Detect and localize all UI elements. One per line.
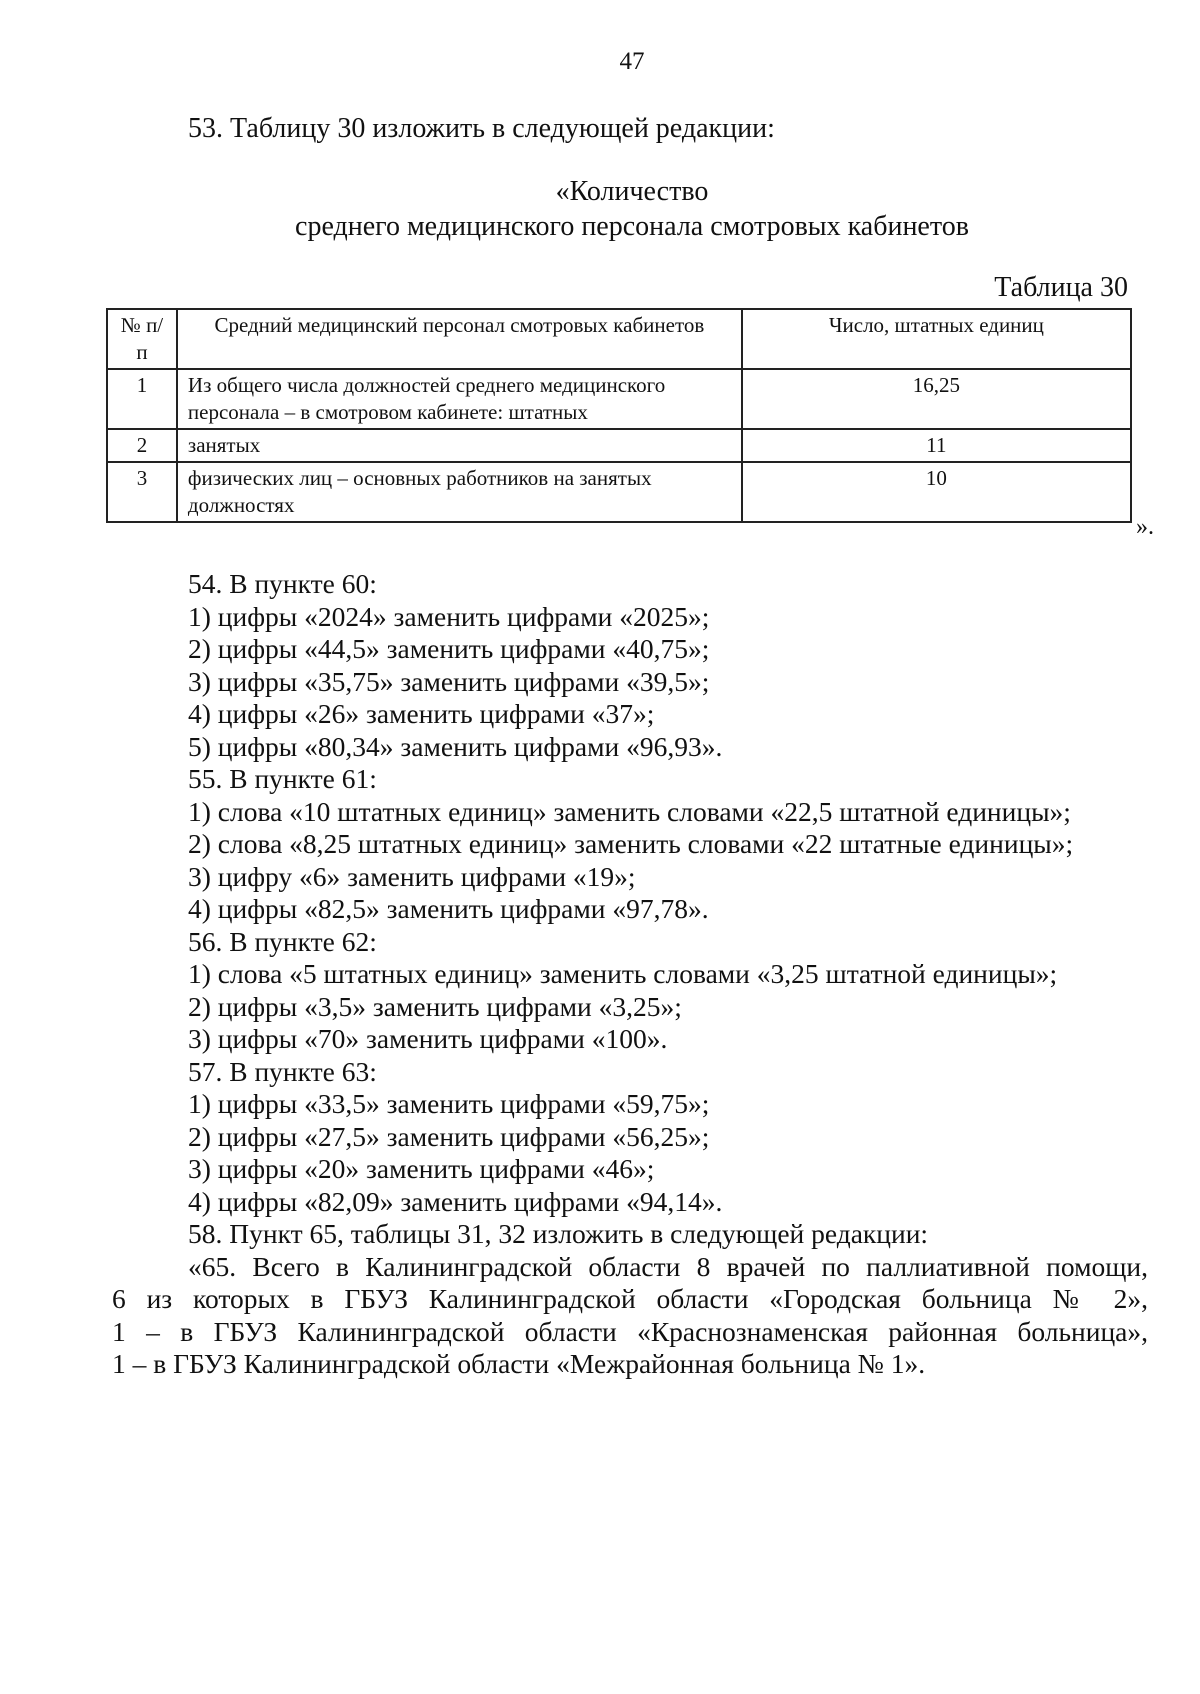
table-row — [107, 429, 1131, 462]
item-53-heading: 53. Таблицу 30 изложить в следующей редакции: — [188, 113, 775, 144]
row-num: 1 — [107, 369, 177, 429]
paragraph-65-line-1: «65. Всего в Калининградской области 8 врачей по паллиативной помощи, — [188, 1250, 1148, 1282]
text-line: 2) слова «8,25 штатных единиц» заменить словами «22 штатные единицы»; — [188, 828, 1074, 859]
table-row — [107, 462, 1131, 522]
text-line: 56. В пункте 62: — [188, 925, 377, 957]
amendments-body — [112, 568, 1148, 1381]
header-num: № п/п — [107, 309, 177, 369]
row-num: 2 — [107, 429, 177, 462]
text-line: 3) цифру «6» заменить цифрами «19»; — [188, 860, 636, 892]
text-line: 58. Пункт 65, таблицы 31, 32 изложить в следующей редакции: — [188, 1218, 929, 1249]
text-line: 4) цифры «82,5» заменить цифрами «97,78». — [188, 893, 709, 924]
text-line: 2) цифры «3,5» заменить цифрами «3,25»; — [188, 990, 682, 1022]
text-line: 4) цифры «26» заменить цифрами «37»; — [188, 698, 655, 729]
paragraph-65-line-2: 6 из которых в ГБУЗ Калининградской области «Городская больница № 2», — [112, 1283, 1148, 1314]
paragraph-65-line-4: 1 – в ГБУЗ Калининградской области «Межрайонная больница № 1». — [112, 1348, 926, 1379]
row-count: 11 — [742, 429, 1131, 462]
text-line: 1) цифры «33,5» заменить цифрами «59,75»; — [188, 1088, 710, 1119]
row-count: 10 — [742, 462, 1131, 522]
header-staff: Средний медицинский персонал смотровых кабинетов — [177, 309, 742, 369]
header-count: Число, штатных единиц — [742, 309, 1131, 369]
staff-table — [106, 308, 1132, 523]
table-title-line-1: «Количество — [555, 176, 709, 207]
text-line: 3) цифры «35,75» заменить цифрами «39,5»; — [188, 665, 710, 697]
text-line: 4) цифры «82,09» заменить цифрами «94,14». — [188, 1185, 723, 1217]
row-staff: занятых — [177, 429, 742, 462]
table-label: Таблица 30 — [994, 272, 1128, 303]
row-staff: физических лиц – основных работников на занятых должностях — [177, 462, 742, 522]
row-staff: Из общего числа должностей среднего медицинского персонала – в смотровом кабинете: штатных — [177, 369, 742, 429]
row-count: 16,25 — [742, 369, 1131, 429]
table-close-quote: ». — [1136, 514, 1154, 540]
text-line: 3) цифры «20» заменить цифрами «46»; — [188, 1153, 655, 1184]
text-line: 3) цифры «70» заменить цифрами «100». — [188, 1023, 668, 1054]
text-line: 57. В пункте 63: — [188, 1055, 377, 1087]
text-line: 54. В пункте 60: — [188, 568, 377, 599]
table-title-line-2: среднего медицинского персонала смотровых кабинетов — [295, 211, 969, 242]
text-line: 2) цифры «44,5» заменить цифрами «40,75»; — [188, 633, 710, 664]
text-line: 2) цифры «27,5» заменить цифрами «56,25»; — [188, 1120, 710, 1152]
text-line: 55. В пункте 61: — [188, 763, 377, 794]
text-line: 1) цифры «2024» заменить цифрами «2025»; — [188, 600, 710, 632]
paragraph-65 — [112, 1251, 1148, 1381]
text-line: 1) слова «5 штатных единиц» заменить словами «3,25 штатной единицы»; — [188, 958, 1058, 989]
table-header-row — [107, 309, 1131, 369]
table-row — [107, 369, 1131, 429]
page-number: 47 — [619, 48, 645, 75]
text-line: 5) цифры «80,34» заменить цифрами «96,93». — [188, 730, 723, 762]
paragraph-65-line-3: 1 – в ГБУЗ Калининградской области «Краснознаменская районная больница», — [112, 1315, 1148, 1347]
text-line: 1) слова «10 штатных единиц» заменить словами «22,5 штатной единицы»; — [188, 795, 1071, 827]
row-num: 3 — [107, 462, 177, 522]
